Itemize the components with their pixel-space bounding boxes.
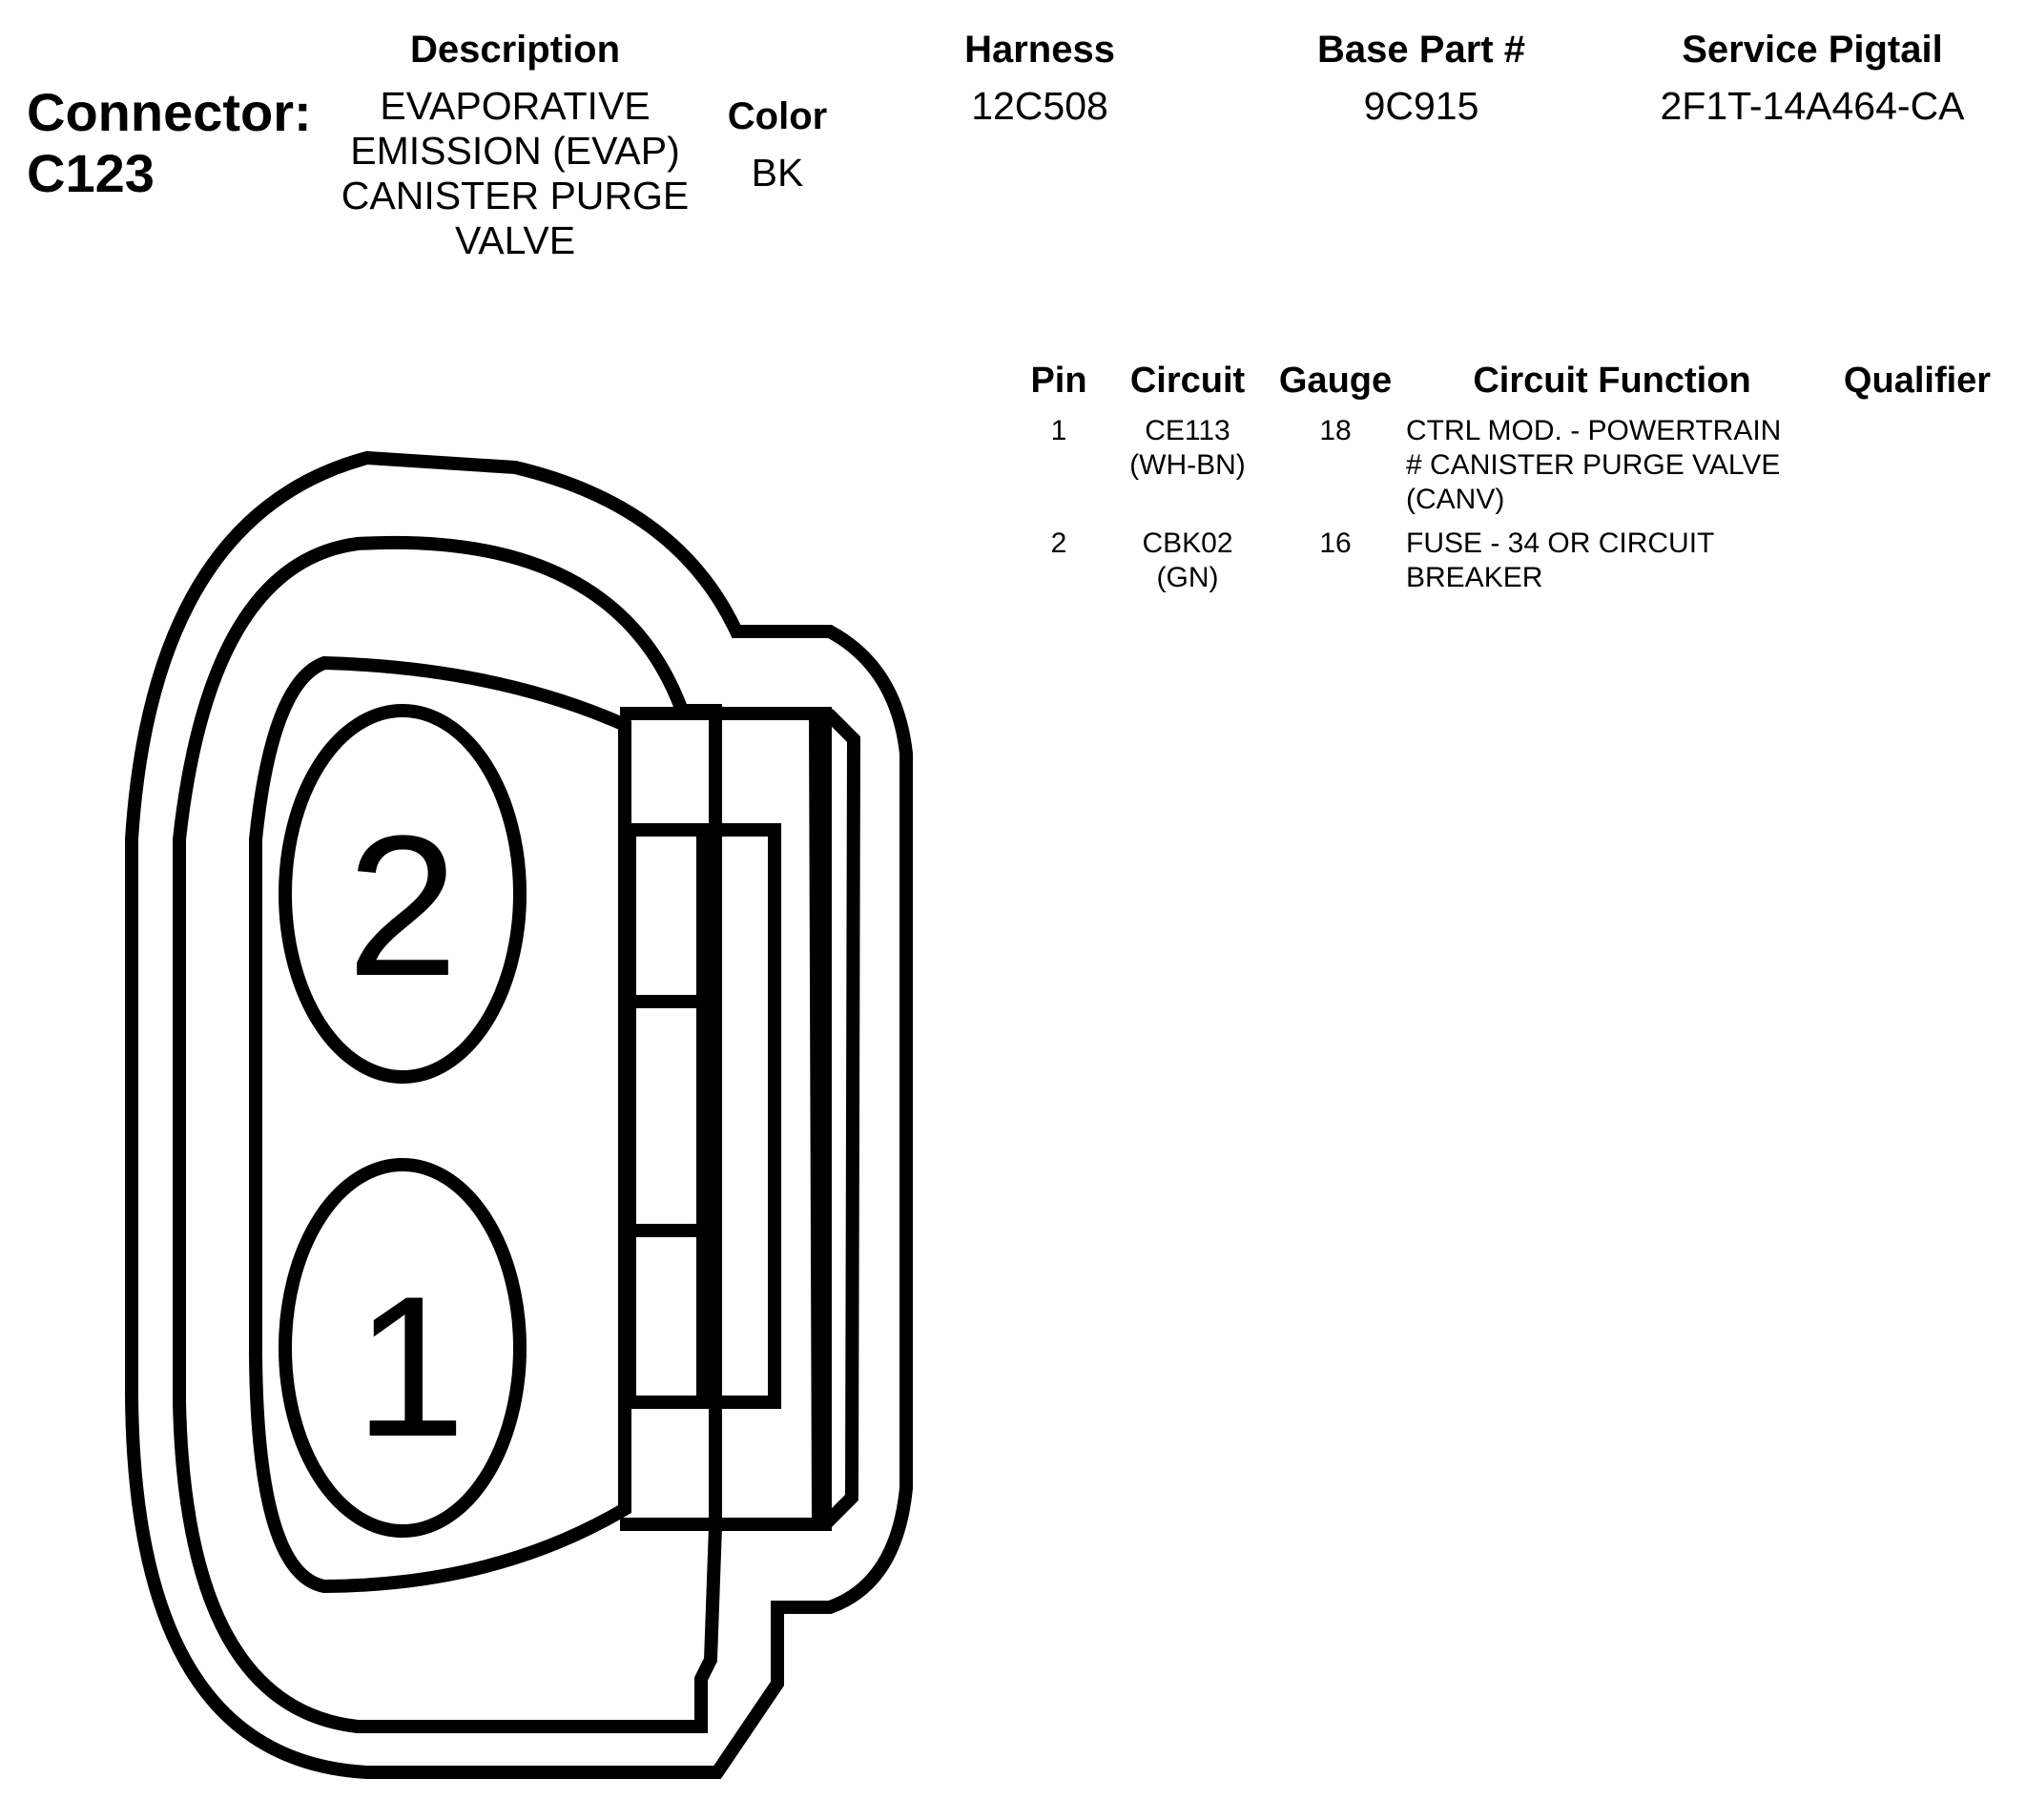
col-function-header: Circuit Function <box>1473 361 1751 401</box>
description-line: EMISSION (EVAP) <box>350 129 680 173</box>
pin-number: 2 <box>1050 527 1067 559</box>
function-line: FUSE - 34 OR CIRCUIT <box>1406 527 1715 559</box>
description-header: Description <box>409 29 621 71</box>
col-circuit-header: Circuit <box>1129 361 1246 401</box>
col-qualifier-header: Qualifier <box>1843 361 1992 401</box>
service-pigtail-header: Service Pigtail <box>1682 29 1943 71</box>
color-header: Color <box>727 95 828 137</box>
function-line: (CANV) <box>1406 484 1505 515</box>
pin-number: 1 <box>1050 415 1067 446</box>
harness-value: 12C508 <box>971 84 1108 128</box>
circuit-color: (WH-BN) <box>1129 449 1246 481</box>
function-line: CTRL MOD. - POWERTRAIN <box>1406 415 1782 446</box>
connector-label: Connector: <box>27 82 312 142</box>
description-line: VALVE <box>454 218 576 262</box>
color-value: BK <box>751 151 804 195</box>
harness-header: Harness <box>964 29 1115 71</box>
pin-2-label: 2 <box>346 794 459 1018</box>
service-pigtail-value: 2F1T-14A464-CA <box>1660 84 1965 128</box>
base-part-header: Base Part # <box>1317 29 1525 71</box>
description-line: CANISTER PURGE <box>341 174 690 217</box>
col-pin-header: Pin <box>1030 361 1087 401</box>
function-line: # CANISTER PURGE VALVE <box>1406 449 1781 481</box>
connector-id: C123 <box>27 143 155 203</box>
circuit-color: (GN) <box>1156 562 1219 593</box>
col-gauge-header: Gauge <box>1278 361 1393 401</box>
latch-frame-inner <box>816 714 818 1524</box>
gauge-cell: 18 <box>1319 415 1352 446</box>
circuit-code: CE113 <box>1145 415 1230 446</box>
function-line: BREAKER <box>1406 562 1543 593</box>
gauge-cell: 16 <box>1319 527 1352 559</box>
base-part-value: 9C915 <box>1363 84 1479 128</box>
outer-housing-outline <box>132 458 906 1772</box>
circuit-code: CBK02 <box>1142 527 1233 559</box>
pin-1-label: 1 <box>354 1254 466 1479</box>
description-line: EVAPORATIVE <box>380 84 651 128</box>
